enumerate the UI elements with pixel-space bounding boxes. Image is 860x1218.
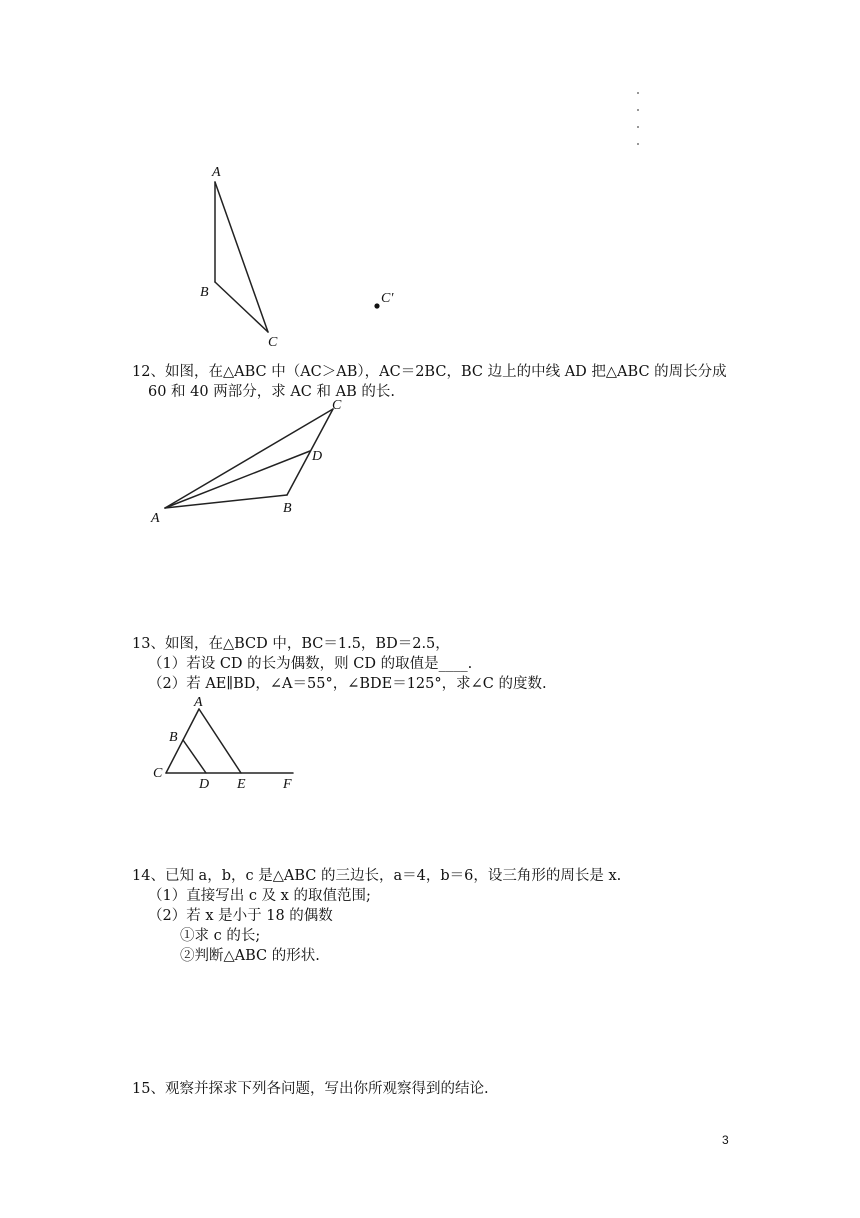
q13-part1: （1）若设 CD 的长为偶数，则 CD 的取值是____. — [148, 656, 473, 672]
figure-q12 — [145, 395, 365, 530]
segment-bc — [215, 282, 268, 332]
label-d: D — [312, 449, 323, 464]
q14-sub2: ②判断△ABC 的形状. — [180, 948, 320, 964]
label-c: C — [153, 766, 163, 781]
label-a: A — [212, 165, 221, 180]
label-a: A — [151, 511, 160, 526]
segment-bd — [183, 740, 206, 773]
label-e: E — [237, 777, 246, 792]
label-b: B — [283, 501, 292, 516]
point-c-prime — [374, 303, 379, 308]
label-c: C — [332, 398, 342, 413]
page-number: 3 — [722, 1133, 729, 1147]
q12-line1: 12、如图，在△ABC 中（AC＞AB），AC＝2BC，BC 边上的中线 AD 把△ABC 的周长分成 — [132, 364, 727, 380]
question-14 — [132, 866, 752, 966]
q12-line2: 60 和 40 两部分，求 AC 和 AB 的长. — [148, 384, 395, 400]
label-c-prime: C′ — [381, 291, 394, 306]
label-b: B — [200, 285, 209, 300]
figure-top-triangle — [190, 160, 410, 355]
q15-line1: 15、观察并探求下列各问题，写出你所观察得到的结论. — [132, 1081, 489, 1097]
segment-ac — [215, 182, 268, 332]
label-c: C — [268, 335, 278, 350]
segment-ae — [199, 709, 241, 773]
segment-ad — [165, 451, 310, 508]
q14-line1: 14、已知 a，b，c 是△ABC 的三边长，a＝4，b＝6，设三角形的周长是 x. — [132, 868, 622, 884]
q14-part1: （1）直接写出 c 及 x 的取值范围; — [148, 888, 371, 904]
q13-line1: 13、如图，在△BCD 中，BC＝1.5，BD＝2.5， — [132, 636, 450, 652]
label-f: F — [283, 777, 292, 792]
figure-q13 — [148, 692, 308, 792]
q13-part2: （2）若 AE∥BD，∠A＝55°，∠BDE＝125°，求∠C 的度数. — [148, 676, 547, 692]
question-13 — [132, 634, 752, 694]
label-b: B — [169, 730, 178, 745]
q14-sub1: ①求 c 的长; — [180, 928, 261, 944]
label-d: D — [199, 777, 210, 792]
label-a: A — [194, 695, 203, 710]
q14-part2: （2）若 x 是小于 18 的偶数 — [148, 908, 333, 924]
margin-dots — [636, 92, 642, 152]
segment-ac — [165, 409, 333, 508]
question-15 — [132, 1079, 752, 1099]
